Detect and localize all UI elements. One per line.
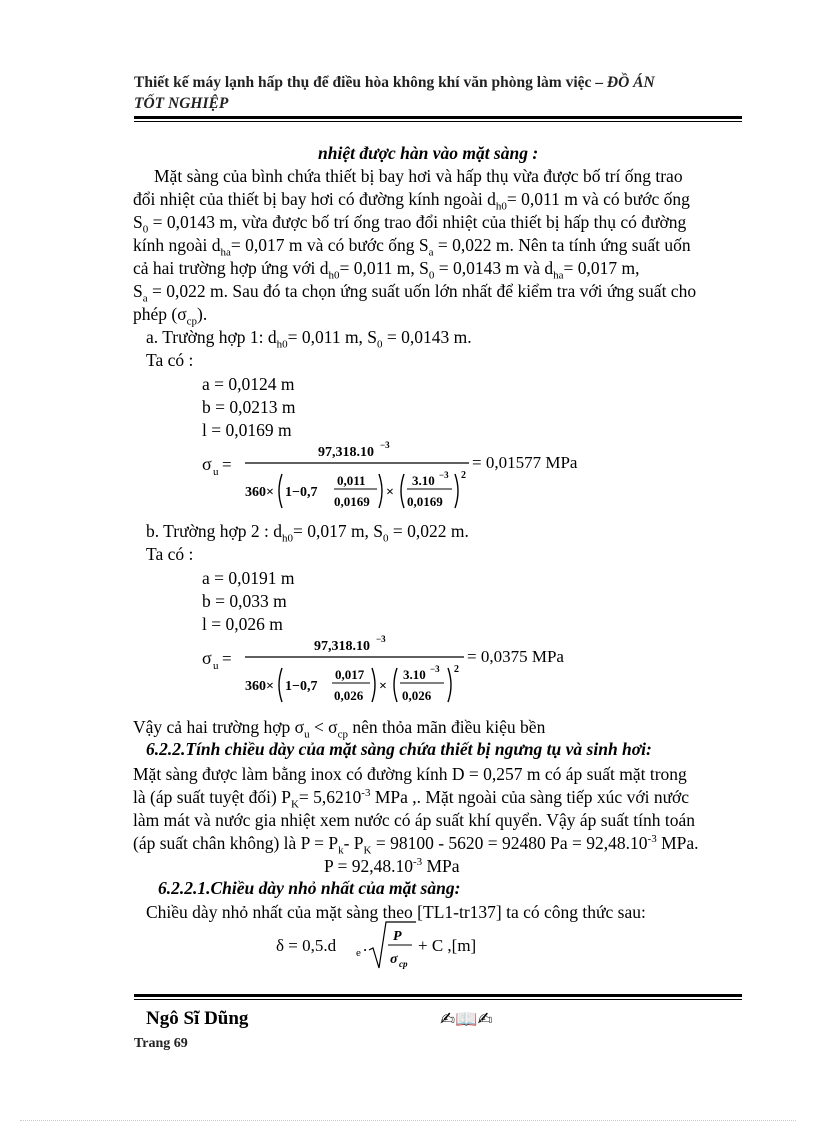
formula-3-lhs-sub: e xyxy=(356,947,361,959)
value-a: a = 0,0124 m xyxy=(202,374,295,394)
paragraph-line: là (áp suất tuyệt đối) $P_K= 5,6210^{-3}$ MPa ,. Mặt ngoài của sàng tiếp xúc với nước xyxy=(133,787,690,811)
formula-2-frac2-sup: −3 xyxy=(430,664,440,674)
footer-author: Ngô Sĩ Dũng xyxy=(146,1008,249,1029)
formula-1-power: 2 xyxy=(461,470,466,481)
paragraph-line: phép $(\sigma_{cp})$. xyxy=(133,304,208,328)
value-b: b = 0,033 m xyxy=(202,591,287,611)
formula-3-lhs: δ = 0,5.d xyxy=(276,936,337,955)
formula-2-paren2-right xyxy=(448,668,451,702)
formula-1-sigma-sub: u xyxy=(213,466,219,478)
formula-1-paren2-right xyxy=(455,474,458,508)
formula-min-thickness xyxy=(276,920,536,980)
paragraph-line: làm mát và nước gia nhiệt xem nước có áp suất khí quyển. Vậy áp suất tính toán xyxy=(133,810,696,830)
formula-1-frac1-num: 0,011 xyxy=(337,473,366,488)
footer-page-number: Trang 69 xyxy=(134,1036,188,1051)
formula-3-tail: + C ,[m] xyxy=(418,936,477,955)
paragraph-line: cả hai trường hợp ứng với $d_{h0}= 0,011$ m, $S_0 = 0,0143$ m và $d_{ha}= 0,017$ m, xyxy=(133,258,640,282)
formula-2-frac2-den: 0,026 xyxy=(402,688,432,703)
ta-co-label: Ta có : xyxy=(146,544,194,564)
header-subtitle: ĐỒ ÁN TỐT NGHIỆP xyxy=(134,74,655,112)
case-1-line: a. Trường hợp 1: $d_{h0}= 0,011$ m, $S_0 = 0,0143$ m. xyxy=(146,327,472,351)
formula-2-sigma: σ xyxy=(202,648,212,668)
formula-1-den-b: 1−0,7 xyxy=(285,485,318,500)
formula-sigma-case-2 xyxy=(202,632,622,712)
paragraph-line: (áp suất chân không) là $P = P_k-$ $P_K = 98100 - 5620 = 92480$ $Pa = 92,48.10^{-3}$ MPa. xyxy=(133,833,699,857)
formula-1-sigma: σ xyxy=(202,454,212,474)
formula-1-times: × xyxy=(386,485,394,500)
pressure-result: $P = 92,48.10^{-3}$ MPa xyxy=(324,856,460,876)
formula-1-paren-left xyxy=(279,474,282,508)
paragraph-line: kính ngoài $d_{ha}= 0,017$ m và có bước ống $S_a = 0,022$ m. Nên ta tính ứng suất uốn xyxy=(133,235,691,259)
formula-2-frac1-num: 0,017 xyxy=(335,667,365,682)
formula-1-numerator-sup: −3 xyxy=(380,440,390,450)
paragraph-line: Mặt sàng được làm bằng inox có đường kính D = 0,257 m có áp suất mặt trong xyxy=(133,764,687,784)
value-a: a = 0,0191 m xyxy=(202,568,295,588)
formula-2-times: × xyxy=(379,679,387,694)
formula-3-dot: . xyxy=(363,936,368,955)
footer-rule-thin xyxy=(134,999,742,1000)
formula-2-den-b: 1−0,7 xyxy=(285,679,318,694)
paragraph-line: Mặt sàng của bình chứa thiết bị bay hơi và hấp thụ vừa được bố trí ống trao xyxy=(154,166,683,186)
book-pen-icon: ✍📖✍ xyxy=(440,1009,493,1030)
conclusion-line: Vậy cả hai trường hợp $\sigma_u < \sigma_{cp}$ nên thỏa mãn điều kiệu bền xyxy=(133,717,546,741)
formula-1-frac1-den: 0,0169 xyxy=(334,494,370,509)
ta-co-label: Ta có : xyxy=(146,350,194,370)
paragraph-line: $S_0 = 0,0143$ m, vừa được bố trí ống trao đổi nhiệt của thiết bị hấp thụ có đường xyxy=(133,212,687,236)
formula-2-frac2-num: 3.10 xyxy=(403,667,426,682)
formula-1-den-a: 360× xyxy=(245,485,274,500)
formula-1-paren-right xyxy=(379,474,382,508)
formula-2-eq: = xyxy=(222,649,232,668)
formula-2-frac1-den: 0,026 xyxy=(334,688,364,703)
formula-2-power: 2 xyxy=(454,664,459,675)
paragraph-line: Chiều dày nhỏ nhất của mặt sàng theo [TL1-tr137] ta có công thức sau: xyxy=(146,902,646,922)
value-b: b = 0,0213 m xyxy=(202,397,296,417)
formula-2-den-a: 360× xyxy=(245,679,274,694)
formula-1-paren2-left xyxy=(401,474,404,508)
page-bottom-border xyxy=(20,1120,796,1121)
section-heading-top: nhiệt được hàn vào mặt sàng : xyxy=(318,143,539,163)
formula-2-numerator-sup: −3 xyxy=(376,634,386,644)
section-heading-6-2-2: 6.2.2.Tính chiều dày của mặt sàng chứa thiết bị ngưng tụ và sinh hơi: xyxy=(146,739,652,759)
value-l: l = 0,026 m xyxy=(202,614,283,634)
formula-1-frac2-num: 3.10 xyxy=(412,473,435,488)
formula-3-drawing xyxy=(276,920,536,980)
header-title: Thiết kế máy lạnh hấp thụ để điều hòa không khí văn phòng làm việc xyxy=(134,74,592,91)
formula-3-den: σ xyxy=(390,952,398,967)
formula-1-frac2-sup: −3 xyxy=(439,470,449,480)
header-rule-thick xyxy=(134,116,742,119)
case-2-line: b. Trường hợp 2 : $d_{h0}= 0,017$ m, $S_0 = 0,022$ m. xyxy=(146,521,469,545)
formula-2-sigma-sub: u xyxy=(213,660,219,672)
formula-2-numerator: 97,318.10 xyxy=(314,639,370,654)
value-l: l = 0,0169 m xyxy=(202,420,292,440)
paragraph-line: $S_a = 0,022$ m. Sau đó ta chọn ứng suất uốn lớn nhất để kiểm tra với ứng suất cho xyxy=(133,281,697,305)
section-heading-6-2-2-1: 6.2.2.1.Chiều dày nhỏ nhất của mặt sàng: xyxy=(158,878,461,898)
formula-1-numerator: 97,318.10 xyxy=(318,445,374,460)
page-header: Thiết kế máy lạnh hấp thụ để điều hòa không khí văn phòng làm việc – ĐỒ ÁN TỐT NGHIỆP xyxy=(134,74,655,112)
formula-1-drawing xyxy=(202,438,622,518)
formula-3-num: P xyxy=(393,929,402,944)
header-rule-thin xyxy=(134,121,742,122)
footer-rule-thick xyxy=(134,994,742,997)
formula-2-paren-left xyxy=(279,668,282,702)
formula-1-result: = 0,01577 MPa xyxy=(472,453,578,472)
formula-2-result: = 0,0375 MPa xyxy=(467,647,564,666)
formula-3-den-sub: cp xyxy=(399,959,408,969)
formula-2-drawing xyxy=(202,632,622,712)
formula-2-paren-right xyxy=(372,668,375,702)
formula-1-eq: = xyxy=(222,455,232,474)
formula-sigma-case-1 xyxy=(202,438,622,518)
paragraph-line: đổi nhiệt của thiết bị bay hơi có đường kính ngoài $d_{h0}= 0,011$ m và có bước ống xyxy=(133,189,690,213)
formula-2-paren2-left xyxy=(394,668,397,702)
formula-1-frac2-den: 0,0169 xyxy=(407,494,443,509)
